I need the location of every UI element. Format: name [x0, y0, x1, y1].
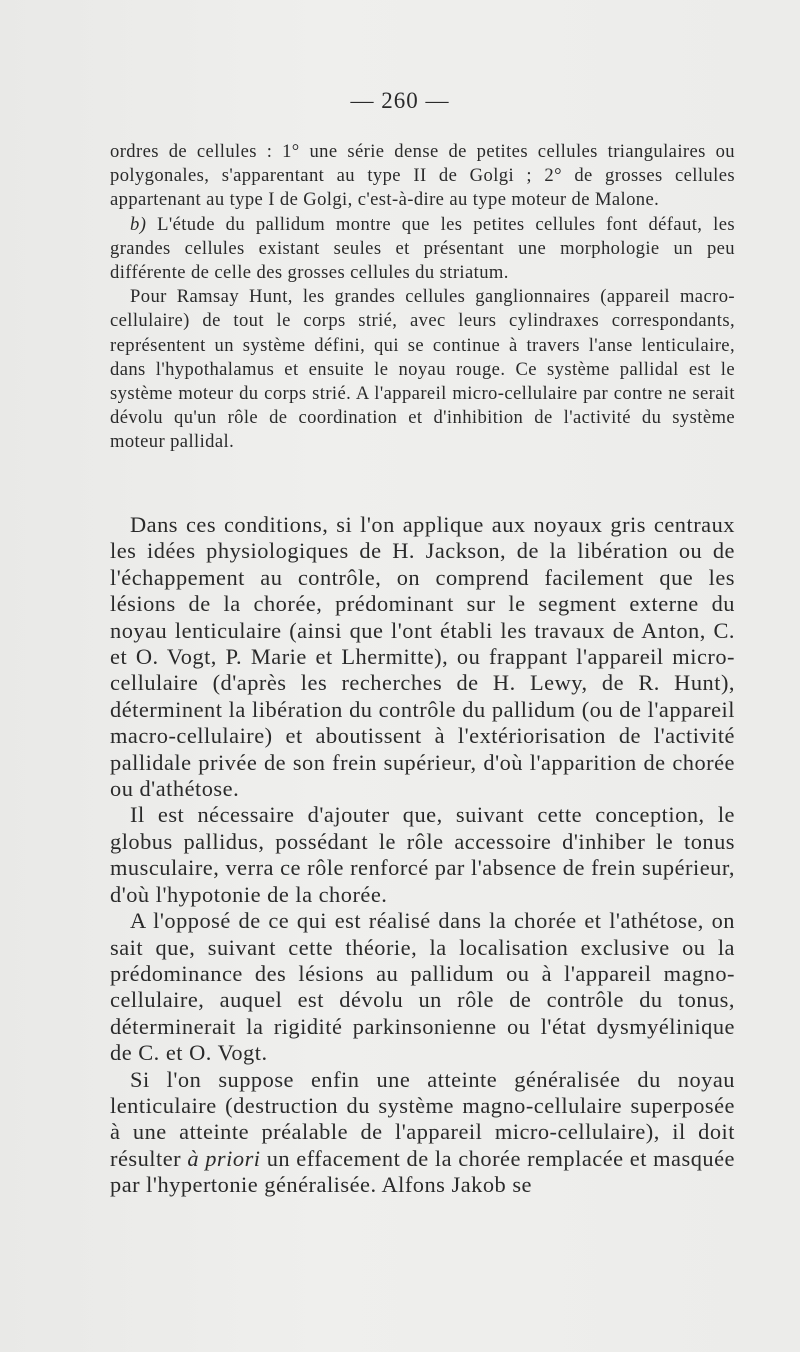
italic-phrase: à priori [187, 1145, 261, 1171]
page-number: — 260 — [350, 88, 450, 113]
small-print-section [110, 140, 735, 455]
paragraph: A l'opposé de ce qui est réalisé dans la chorée et l'athétose, on sait que, suivant cette théorie, la localisation exclusive ou la prédominance des lésions au pallidum ou à l'appareil magno-cellulaire, auquel est dévolu un rôle de contrôle du tonus, déterminerait la rigidité parkinsonienne ou l'état dysmyélinique de C. et O. Vogt. [110, 908, 735, 1066]
main-text-section [110, 512, 735, 1199]
paragraph-text: L'étude du pallidum montre que les petites cellules font défaut, les grandes cellules existant seules et présentant une morphologie un peu différente de celle des grosses cellules du striatum. [110, 213, 735, 284]
paragraph-text: Si l'on suppose enfin une atteinte généralisée du noyau lenticulaire (destruction du système magno-cellulaire superposée à une atteinte préalable de l'appareil micro-cellulaire), il doit résulter [110, 1066, 735, 1171]
paragraph [110, 1067, 735, 1199]
paragraph: Pour Ramsay Hunt, les grandes cellules ganglionnaires (appareil macro-cellulaire) de tout le corps strié, avec leurs cylindraxes correspondants, représentent un système défini, qui se continue à travers l'anse lenticulaire, dans l'hypothalamus et ensuite le noyau rouge. Ce système pallidal est le système moteur du corps strié. A l'appareil micro-cellulaire par contre ne serait dévolu qu'un rôle de coordination et d'inhibition de l'activité du système moteur pallidal. [110, 286, 735, 453]
paragraph: Il est nécessaire d'ajouter que, suivant cette conception, le globus pallidus, possédant le rôle accessoire d'inhiber le tonus musculaire, verra ce rôle renforcé par l'absence de frein supérieur, d'où l'hypotonie de la chorée. [110, 802, 735, 907]
paragraph-text: un effacement de la chorée remplacée et masquée par l'hypertonie généralisée. Alfons Jakob se [110, 1145, 735, 1198]
paragraph [110, 213, 735, 286]
paragraph: Dans ces conditions, si l'on applique aux noyaux gris centraux les idées physiologiques de H. Jackson, de la libération ou de l'échappement au contrôle, on comprend facilement que les lésions de la chorée, prédominant sur le segment externe du noyau lenticulaire (ainsi que l'ont établi les travaux de Anton, C. et O. Vogt, P. Marie et Lhermitte), ou frappant l'appareil micro-cellulaire (d'après les recherches de H. Lewy, de R. Hunt), déterminent la libération du contrôle du pallidum (ou de l'appareil macro-cellulaire) et aboutissent à l'extériorisation de l'activité pallidale privée de son frein supérieur, d'où l'apparition de chorée ou d'athétose. [110, 512, 735, 802]
paragraph: ordres de cellules : 1° une série dense de petites cellules triangulaires ou polygonales, s'apparentant au type II de Golgi ; 2° de grosses cellules appartenant au type I de Golgi, c'est-à-dire au type moteur de Malone. [110, 141, 735, 211]
list-label: b) [130, 213, 147, 235]
